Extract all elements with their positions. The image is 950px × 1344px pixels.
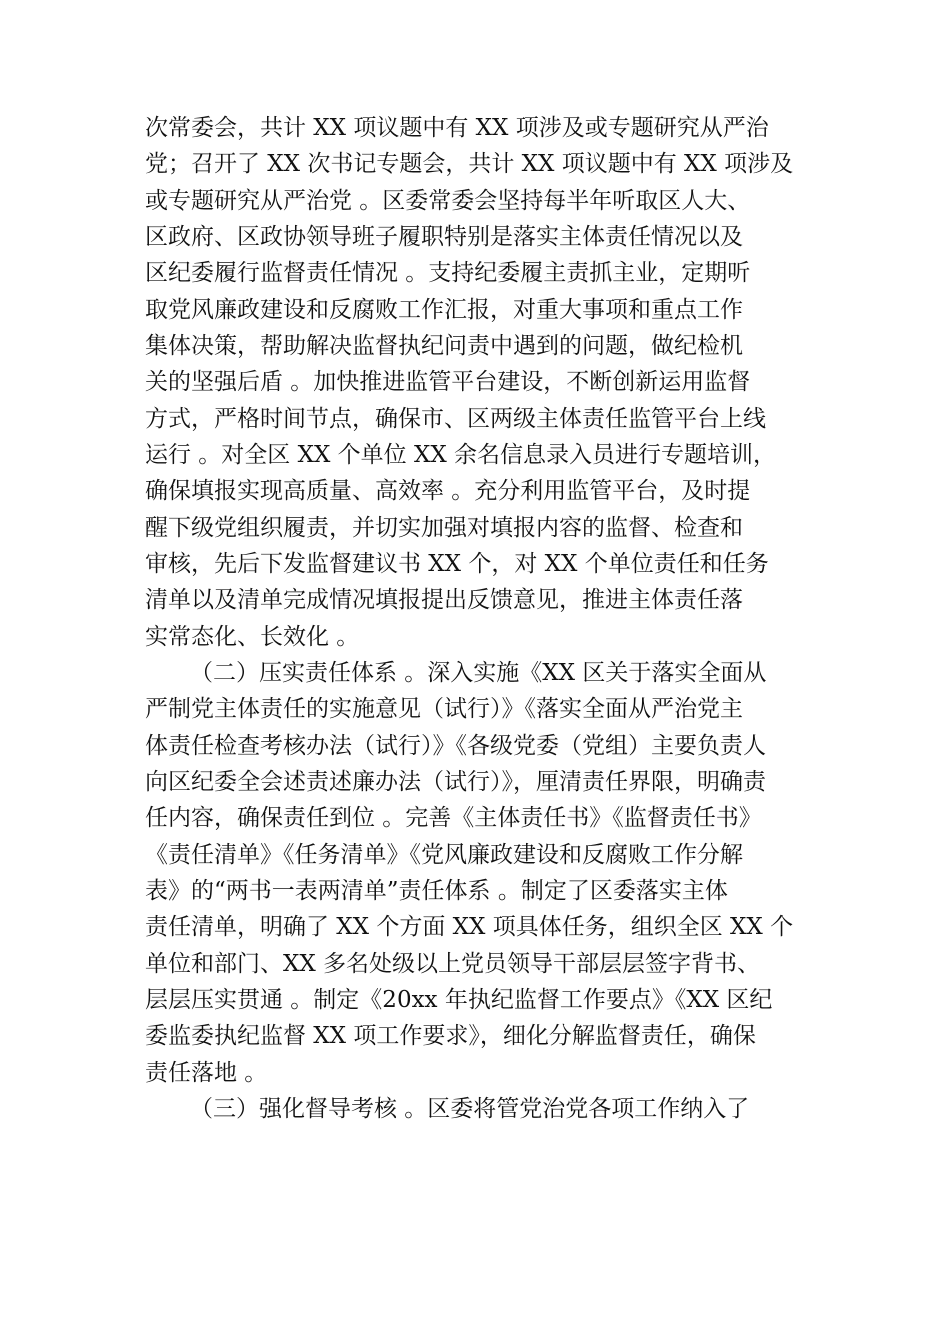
- text-line: 任内容，确保责任到位 。完善《主体责任书》《监督责任书》: [145, 805, 762, 831]
- text-line: 确保填报实现高质量、高效率 。充分利用监管平台，及时提: [145, 478, 751, 504]
- text-line: 审核，先后下发监督建议书 XX 个，对 XX 个单位责任和任务: [145, 551, 769, 577]
- text-line: 表》的“两书一表两清单”责任体系 。制定了区委落实主体: [145, 878, 728, 904]
- text-line: 严制党主体责任的实施意见（试行）》《落实全面从严治党主: [145, 696, 743, 722]
- section-heading-line: （三）强化督导考核 。区委将管党治党各项工作纳入了: [190, 1096, 750, 1122]
- text-line: 责任落地 。: [145, 1060, 268, 1086]
- text-line: 方式，严格时间节点，确保市、区两级主体责任监管平台上线: [145, 406, 766, 432]
- text-line: 取党风廉政建设和反腐败工作汇报，对重大事项和重点工作: [145, 297, 743, 323]
- text-line: 责任清单，明确了 XX 个方面 XX 项具体任务，组织全区 XX 个: [145, 914, 794, 940]
- text-line: 或专题研究从严治党 。区委常委会坚持每半年听取区人大、: [145, 188, 751, 214]
- section-heading-line: （二）压实责任体系 。深入实施《XX 区关于落实全面从: [190, 660, 767, 686]
- text-line: 单位和部门、XX 多名处级以上党员领导干部层层签字背书、: [145, 951, 761, 977]
- text-line: 委监委执纪监督 XX 项工作要求》，细化分解监督责任，确保: [145, 1023, 756, 1049]
- text-line: 实常态化、长效化 。: [145, 624, 360, 650]
- text-line: 醒下级党组织履责，并切实加强对填报内容的监督、检查和: [145, 515, 743, 541]
- text-line: 清单以及清单完成情况填报提出反馈意见，推进主体责任落: [145, 587, 743, 613]
- text-line: 区政府、区政协领导班子履职特别是落实主体责任情况以及: [145, 224, 743, 250]
- text-line: 集体决策，帮助解决监督执纪问责中遇到的问题，做纪检机: [145, 333, 743, 359]
- text-line: 关的坚强后盾 。加快推进监管平台建设，不断创新运用监督: [145, 369, 751, 395]
- text-line: 运行 。对全区 XX 个单位 XX 余名信息录入员进行专题培训，: [145, 442, 777, 468]
- text-line: 向区纪委全会述责述廉办法（试行）》，厘清责任界限，明确责: [145, 769, 766, 795]
- text-line: 次常委会，共计 XX 项议题中有 XX 项涉及或专题研究从严治: [145, 115, 769, 141]
- text-line: 区纪委履行监督责任情况 。支持纪委履主责抓主业，定期听: [145, 260, 751, 286]
- text-line: 体责任检查考核办法（试行）》《各级党委（党组）主要负责人: [145, 733, 766, 759]
- text-line: 层层压实贯通 。制定《20xx 年执纪监督工作要点》《XX 区纪: [145, 987, 773, 1013]
- text-line: 党；召开了 XX 次书记专题会，共计 XX 项议题中有 XX 项涉及: [145, 151, 794, 177]
- text-line: 《责任清单》《任务清单》《党风廉政建设和反腐败工作分解: [145, 842, 743, 868]
